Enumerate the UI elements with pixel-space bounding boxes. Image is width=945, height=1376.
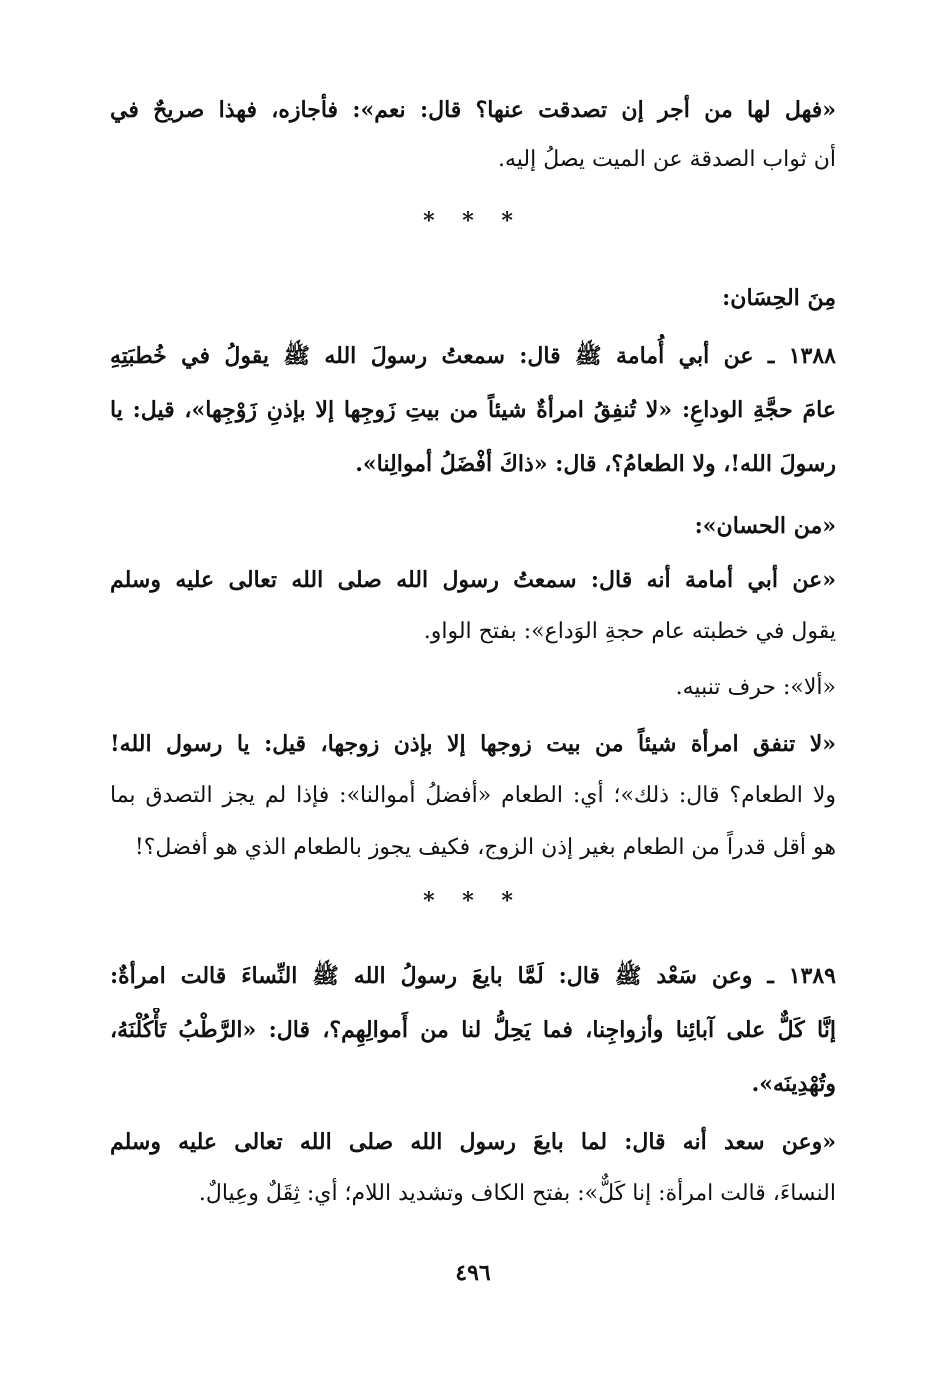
commentary-line: النساءَ، قالت امرأة: إنا كَلٌّ»: بفتح الكاف وتشديد اللام؛ أي: ثِقَلٌ وعِيالٌ. — [198, 1181, 836, 1206]
section-heading: مِنَ الحِسَان: — [722, 285, 836, 311]
hadith-line: ١٣٨٩ ـ وعن سَعْد ﷺ قال: لَمَّا بايعَ رسولُ الله ﷺ النِّساءَ قالت امرأةٌ: — [110, 963, 836, 989]
hadith-line: ١٣٨٨ ـ عن أبي أُمامة ﷺ قال: سمعتُ رسولَ الله ﷺ يقولُ في خُطبَتِهِ — [110, 343, 836, 369]
section-separator: * * * — [423, 888, 523, 914]
section-separator: * * * — [423, 208, 523, 234]
text-line: أن ثواب الصدقة عن الميت يصلُ إليه. — [497, 147, 836, 172]
hadith-line: إنَّا كَلٌّ على آبائِنا وأزواجِنا، فما يَحِلُّ لنا من أَموالِهِم؟، قال: «الرَّطْبُ تَأْكُلْنَهُ، — [110, 1017, 836, 1043]
commentary-line: «عن أبي أمامة أنه قال: سمعتُ رسول الله صلى الله تعالى عليه وسلم — [110, 567, 836, 593]
commentary-line: يقول في خطبته عام حجةِ الوَداع»: بفتح الواو. — [423, 619, 836, 644]
commentary-line: «لا تنفق امرأة شيئاً من بيت زوجها إلا بإذن زوجها، قيل: يا رسول الله! — [110, 731, 836, 757]
page-number: ٤٩٦ — [455, 1260, 491, 1286]
text-line: «فهل لها من أجر إن تصدقت عنها؟ قال: نعم»: فأجازه، فهذا صريحٌ في — [110, 97, 836, 123]
commentary-line: «ألا»: حرف تنبيه. — [675, 675, 836, 700]
commentary-line: ولا الطعام؟ قال: ذلك»؛ أي: الطعام «أفضلُ أموالنا»: فإذا لم يجز التصدق بما — [110, 783, 836, 808]
hadith-line: وتُهْدِينَه». — [751, 1071, 836, 1097]
commentary-line: «وعن سعد أنه قال: لما بايعَ رسول الله صلى الله تعالى عليه وسلم — [110, 1129, 836, 1155]
hadith-line: رسولَ الله!، ولا الطعامُ؟، قال: «ذاكَ أفْضَلُ أموالِنا». — [355, 451, 836, 477]
commentary-line: هو أقل قدراً من الطعام بغير إذن الزوج، فكيف يجوز بالطعام الذي هو أفضل؟! — [134, 835, 836, 860]
commentary-heading: «من الحسان»: — [694, 513, 836, 539]
page-body — [110, 88, 836, 1348]
hadith-line: عامَ حجَّةِ الوداعِ: «لا تُنفِقُ امرأةٌ شيئاً من بيتِ زَوجِها إلا بإذنِ زَوْجِها»، قيل: يا — [110, 397, 836, 423]
